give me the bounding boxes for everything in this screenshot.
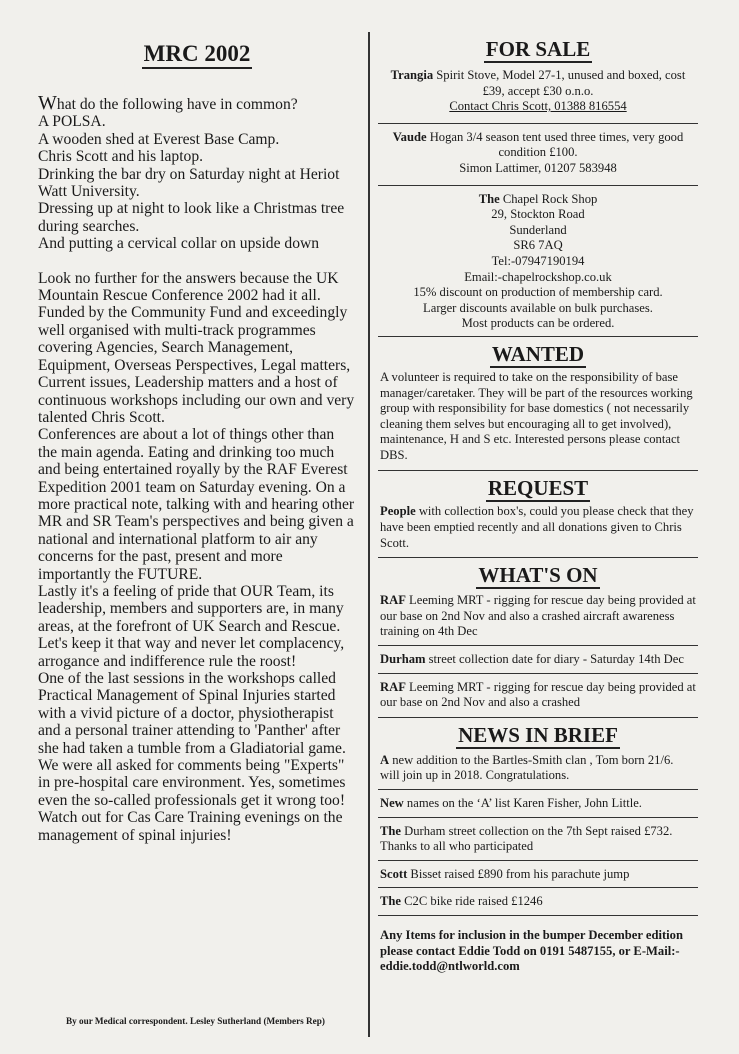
request-title: REQUEST xyxy=(487,476,589,501)
question-item: Drinking the bar dry on Saturday night at Heriot Watt University. xyxy=(38,165,340,201)
drop-cap: W xyxy=(38,92,57,114)
question-item: Chris Scott and his laptop. xyxy=(38,148,204,166)
news-in-brief-title: NEWS IN BRIEF xyxy=(458,722,618,747)
news-item: The Durham street collection on the 7th Sept raised £732. Thanks to all who participated xyxy=(380,823,673,854)
wanted-title: WANTED xyxy=(491,341,585,366)
inclusion-notice: Any Items for inclusion in the bumper December edition please contact Eddie Todd on 0191 5487155, or E-Mail:- eddie.todd@ntlworld.com xyxy=(380,927,683,974)
whats-on-item: Durham street collection date for diary - Saturday 14th Dec xyxy=(380,652,684,667)
article-paragraph: Watch out for Cas Care Training evenings on the management of spinal injuries! xyxy=(38,809,343,844)
notices-column xyxy=(378,36,698,975)
question-intro: What do the following have in common? xyxy=(38,92,298,114)
wanted-text: A volunteer is required to take on the responsibility of base manager/caretaker. They will be part of the resources working group with responsibility for base domestics ( not necessarily cleaning them selves but encouraging all to get involved), maintenance, H and S etc. Interested persons please contact DBS. xyxy=(380,369,693,462)
article-byline: By our Medical correspondent. Lesley Sutherland (Members Rep) xyxy=(66,1016,325,1026)
article-paragraph: Look no further for the answers because the UK Mountain Rescue Conference 2002 had it all. Funded by the Community Fund and exceedingly well organised with multi-track programmes covering Agencies, Search Management, Equipment, Overseas Perspectives, Legal matters, Current issues, Leadership matters and a host of continuous workshops including our own and very talented Chris Scott. xyxy=(38,269,355,426)
for-sale-item-stove: Trangia Spirit Stove, Model 27-1, unused and boxed, cost £39, accept £30 o.n.o. Contact Chris Scott, 01388 816554 xyxy=(390,68,686,114)
question-item: A wooden shed at Everest Base Camp. xyxy=(38,130,280,148)
contact-chris-scott: Contact Chris Scott, 01388 816554 xyxy=(449,99,627,114)
article-paragraph: Lastly it's a feeling of pride that OUR Team, its leadership, members and supporters are, in many areas, at the forefront of UK Search and Rescue. Let's keep it that way and never let complacency, arrogance and indifference rule the roost! xyxy=(38,582,345,670)
mrc-article xyxy=(38,40,356,844)
article-paragraph: Conferences are about a lot of things other than the main agenda. Eating and drinking too much and being entertained royally by the RAF Everest Expedition 2001 team on Saturday evening. On a more practical note, talking with and hearing other MR and SR Team's perspectives and being given a national and international platform to air any concerns for the past, present and more importantly the FUTURE. xyxy=(38,426,355,583)
question-list xyxy=(38,92,356,253)
news-item: A new addition to the Bartles-Smith clan , Tom born 21/6. will join up in 2018. Congratulations. xyxy=(380,752,674,783)
whats-on-title: WHAT'S ON xyxy=(478,563,598,588)
news-item: Scott Bisset raised £890 from his parachute jump xyxy=(380,866,630,881)
chapel-rock-shop-ad: The Chapel Rock Shop 29, Stockton Road Sunderland SR6 7AQ Tel:-07947190194 Email:-chapelrockshop.co.uk 15% discount on production of membership card. Larger discounts available on bulk purchases. Most products can be ordered. xyxy=(413,191,663,331)
news-item: The C2C bike ride raised £1246 xyxy=(380,894,543,909)
for-sale-title: FOR SALE xyxy=(485,37,591,61)
article-title: MRC 2002 xyxy=(38,40,356,68)
question-item: Dressing up at night to look like a Christmas tree during searches. xyxy=(38,200,345,235)
whats-on-item: RAF Leeming MRT - rigging for rescue day being provided at our base on 2nd Nov and also a crashed xyxy=(380,679,696,710)
question-item: A POLSA. xyxy=(38,113,106,131)
request-text: People with collection box's, could you please check that they have been emptied recently and all donations given to Chris Scott. xyxy=(380,504,694,550)
for-sale-item-tent: Vaude Hogan 3/4 season tent used three times, very good condition £100. Simon Lattimer, 01207 583948 xyxy=(392,129,684,175)
news-item: New names on the ‘A’ list Karen Fisher, John Little. xyxy=(380,796,642,810)
column-divider xyxy=(368,32,370,1037)
whats-on-item: RAF Leeming MRT - rigging for rescue day being provided at our base on 2nd Nov and also a crashed aircraft awareness training on 4th Dec xyxy=(380,593,696,639)
article-paragraph: One of the last sessions in the workshops called Practical Management of Spinal Injuries started with a vivid picture of a doctor, physiotherapist and a personal trainer attending to 'Panther' after she had taken a tumble from a Gladiatorial game. We were all asked for comments being "Experts" in pre-hospital care environment. Yes, sometimes even the so-called professionals get it wrong too! xyxy=(38,670,346,809)
question-item: And putting a cervical collar on upside down xyxy=(38,235,320,253)
